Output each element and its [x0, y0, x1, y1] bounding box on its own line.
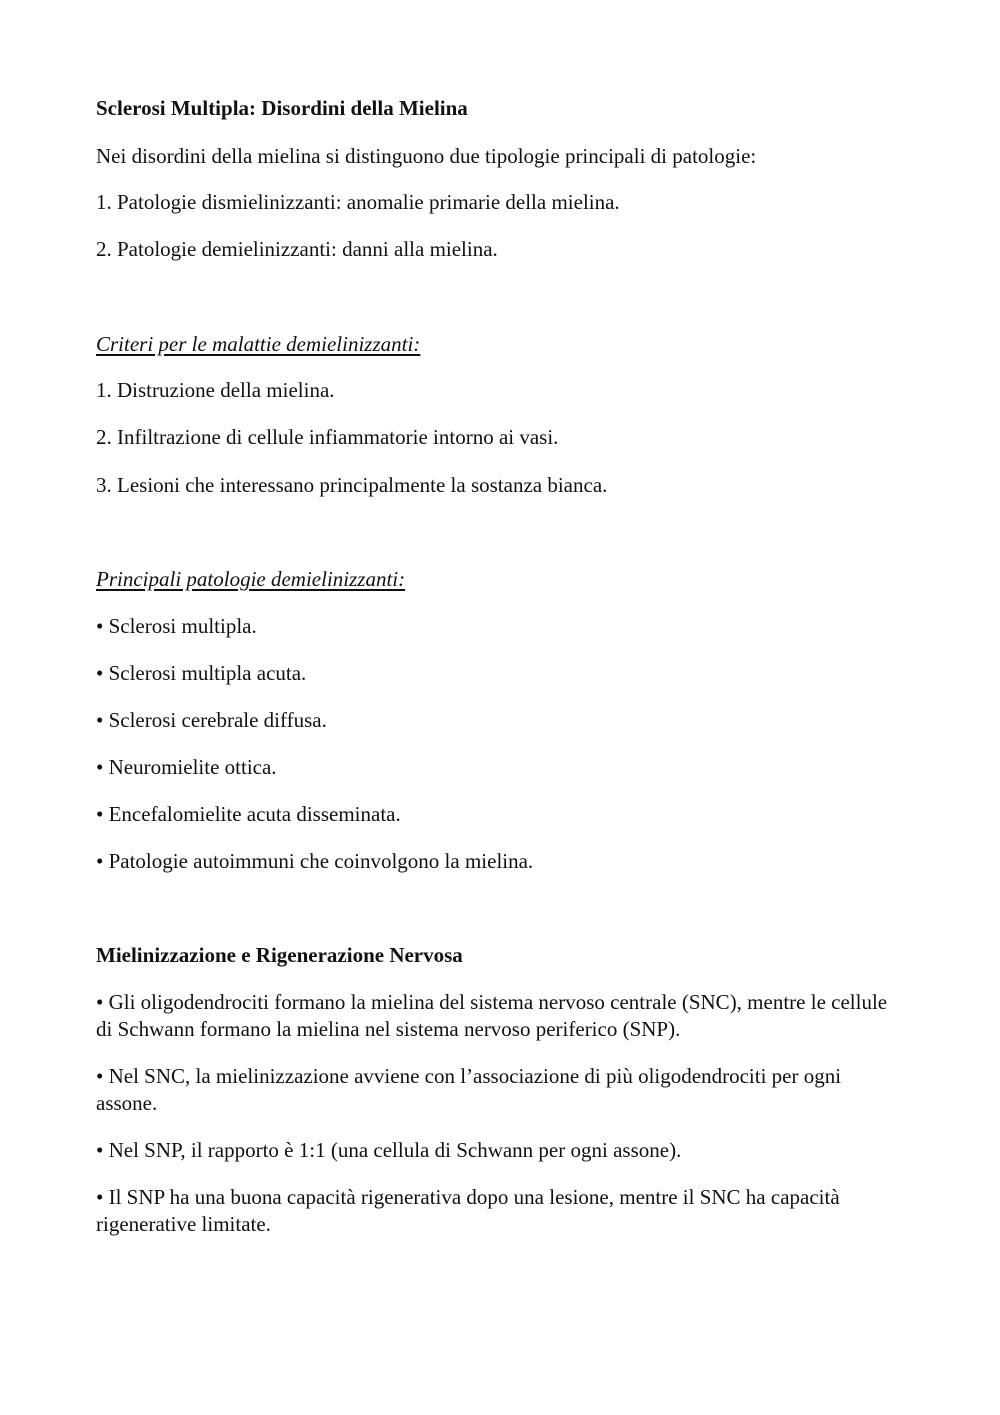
list-item: 2. Patologie demielinizzanti: danni alla mielina. — [96, 237, 498, 261]
list-item: • Nel SNC, la mielinizzazione avviene con l’associazione di più oligodendrociti per ogni assone. — [96, 1064, 842, 1115]
list-item: • Gli oligodendrociti formano la mielina del sistema nervoso centrale (SNC), mentre le cellule di Schwann formano la mielina nel sistema nervoso periferico (SNP). — [96, 990, 888, 1041]
list-item: • Nel SNP, il rapporto è 1:1 (una cellula di Schwann per ogni assone). — [96, 1138, 682, 1162]
list-item: 2. Infiltrazione di cellule infiammatorie intorno ai vasi. — [96, 425, 559, 449]
list-item: • Neuromielite ottica. — [96, 755, 277, 779]
list-item: • Patologie autoimmuni che coinvolgono la mielina. — [96, 849, 534, 873]
list-item: • Sclerosi multipla. — [96, 614, 257, 638]
subheading-diseases: Principali patologie demielinizzanti: — [96, 567, 406, 591]
list-item: • Encefalomielite acuta disseminata. — [96, 802, 401, 826]
section-title: Mielinizzazione e Rigenerazione Nervosa — [96, 943, 463, 967]
intro-paragraph: Nei disordini della mielina si distinguono due tipologie principali di patologie: — [96, 144, 757, 168]
list-item: • Sclerosi multipla acuta. — [96, 661, 307, 685]
subheading-criteria: Criteri per le malattie demielinizzanti: — [96, 332, 421, 356]
section-title: Sclerosi Multipla: Disordini della Mielina — [96, 96, 468, 120]
list-item: • Sclerosi cerebrale diffusa. — [96, 708, 327, 732]
list-item: 1. Patologie dismielinizzanti: anomalie primarie della mielina. — [96, 190, 620, 214]
list-item: • Il SNP ha una buona capacità rigenerativa dopo una lesione, mentre il SNC ha capacità rigenerative limitate. — [96, 1185, 840, 1236]
list-item: 1. Distruzione della mielina. — [96, 378, 335, 402]
list-item: 3. Lesioni che interessano principalmente la sostanza bianca. — [96, 473, 608, 497]
